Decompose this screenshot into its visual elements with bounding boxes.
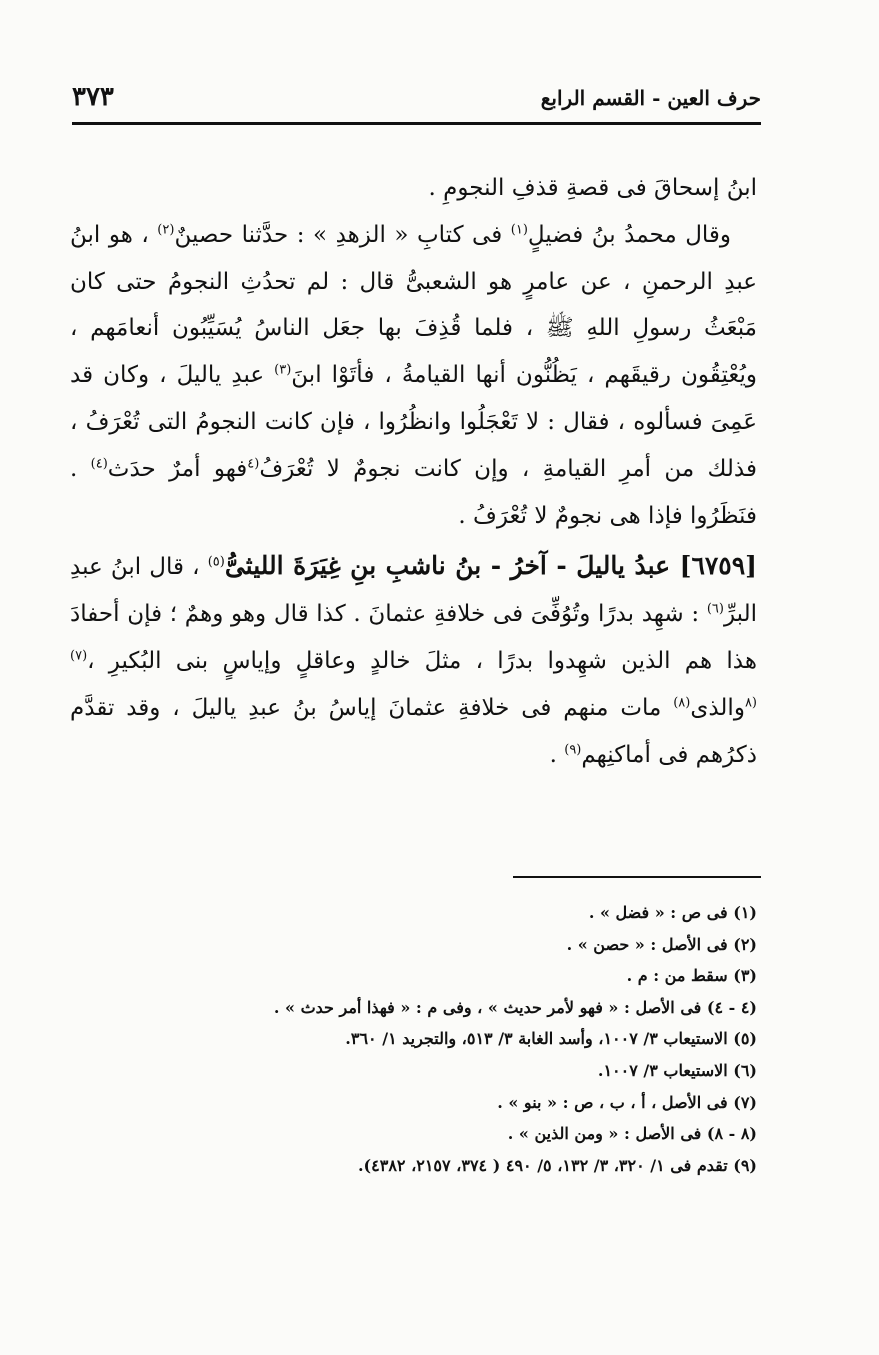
header-rule bbox=[72, 122, 761, 125]
footnote: (٣) سقط من : م . bbox=[626, 966, 757, 986]
paragraph-shabi-report: وقال محمدُ بنُ فضيلٍ$^{(١)}$ فى كتابِ « الزهدِ » : حدَّثنا حصينٌ$^{(٢)}$ ، هو ابنُ عبدِ الرحمنِ ، عن عامرٍ هو الشعبىُّ قال : لم تحدُثِ النجومُ حتى كان مَبْعَثُ رسولِ اللهِ ﷺ ، فلما قُذِفَ بها جعَل الناسُ يُسَيِّبُون أنعامَهم ، ويُعْتِقُون رقيقَهم ، يَظُنُّون أنها القيامةُ ، فأتَوْا ابنَ$^{(٣)}$ عبدِ ياليلَ ، وكان قد عَمِىَ فسألوه ، فقال : لا تَعْجَلُوا وانظُرُوا ، فإن كانت النجومُ التى تُعْرَفُ ، فذلك من أمرِ القيامةِ ، وإن كانت نجومٌ لا تُعْرَفُ$^{(٤}$فهو أمرٌ حدَث$^{(٤)}$ . فنَظَرُوا فإذا هى نجومٌ لا تُعْرَفُ . bbox=[70, 221, 757, 529]
footnote: (٢) فى الأصل : « حصن » . bbox=[566, 934, 757, 954]
footnote-mark: (٦) bbox=[706, 601, 724, 617]
footnote: (٦) الاستيعاب ٣/ ١٠٠٧. bbox=[597, 1060, 757, 1080]
entry-heading: [٦٧٥٩] عبدُ ياليلَ - آخرُ - بنُ ناشبِ بنِ غِيَرَةَ الليثىُّ bbox=[224, 551, 757, 581]
footnote-mark: (٨ bbox=[744, 695, 757, 711]
footnote-mark: (١) bbox=[510, 222, 528, 238]
footnote-mark: (٩) bbox=[564, 741, 582, 757]
footnote-mark: (٣) bbox=[274, 362, 292, 378]
page-header bbox=[72, 78, 761, 124]
footnote-mark: (٤ bbox=[247, 456, 260, 472]
footnote-mark: (٢) bbox=[157, 222, 175, 238]
entry-paragraph: [٦٧٥٩] عبدُ ياليلَ - آخرُ - بنُ ناشبِ بنِ غِيَرَةَ الليثىُّ$^{(٥)}$ ، قال ابنُ عبدِ البرِّ$^{(٦)}$ : شهِد بدرًا وتُوُفِّىَ فى خلافةِ عثمانَ . كذا قال وهو وهمٌ ؛ فإن أحفادَ هذا هم الذين شهِدوا بدرًا ، مثلَ خالدٍ وعاقلٍ وإياسٍ بنى البُكيرِ ،$^{(٧)}$ $^{(٨}$والذى$^{(٨)}$ مات منهم فى خلافةِ عثمانَ إياسُ بنُ عبدِ ياليلَ ، وقد تقدَّم ذكرُهم فى أماكنِهم$^{(٩)}$ . bbox=[70, 551, 757, 768]
footnote: (٨ - ٨) فى الأصل : « ومن الذين » . bbox=[507, 1124, 757, 1144]
footnote: (٥) الاستيعاب ٣/ ١٠٠٧، وأسد الغابة ٣/ ٥١٣، والتجريد ١/ ٣٦٠. bbox=[345, 1029, 757, 1049]
running-title: حرف العين - القسم الرابع bbox=[540, 86, 761, 110]
footnotes bbox=[150, 897, 757, 1181]
paragraph-continuation: ابنُ إسحاقَ فى قصةِ قذفِ النجومِ . bbox=[428, 175, 757, 201]
page-number: ٣٧٣ bbox=[72, 82, 114, 112]
footnote: (٧) فى الأصل ، أ ، ب ، ص : « بنو » . bbox=[497, 1092, 757, 1112]
footnote: (٤ - ٤) فى الأصل : « فهو لأمر حديث » ، وفى م : « فهذا أمر حدث » . bbox=[273, 997, 757, 1017]
footnote-mark: (٧) bbox=[70, 648, 88, 664]
footnote-rule bbox=[513, 876, 761, 878]
footnote-mark: (٤) bbox=[90, 456, 108, 472]
footnote-mark: (٥) bbox=[207, 554, 225, 570]
footnote: (٩) تقدم فى ١/ ٣٢٠، ٣/ ١٣٢، ٥/ ٤٩٠ ( ٣٧٤، ٢١٥٧، ٤٣٨٢). bbox=[357, 1155, 757, 1175]
main-text bbox=[70, 165, 757, 778]
footnote: (١) فى ص : « فضل » . bbox=[588, 903, 757, 922]
footnote-mark: (٨) bbox=[673, 695, 691, 711]
